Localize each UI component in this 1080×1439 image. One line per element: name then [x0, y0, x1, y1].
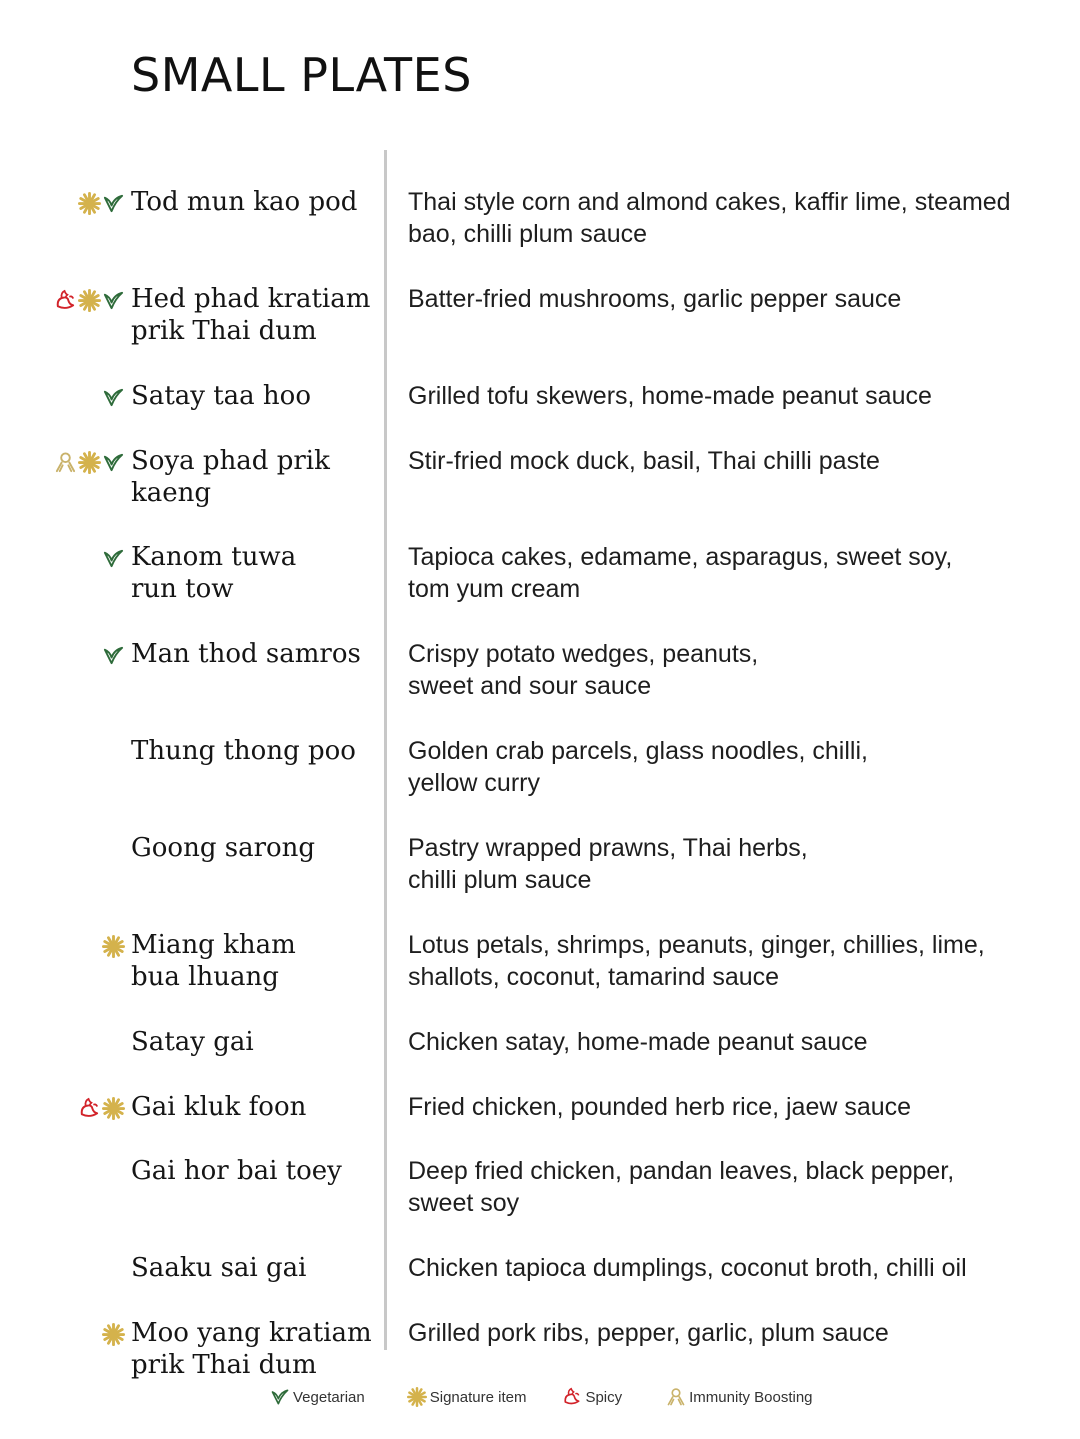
icon-legend [270, 1384, 813, 1410]
menu-item-icons [54, 447, 125, 477]
menu-item-icons [102, 543, 125, 573]
immunity-icon [666, 1387, 686, 1407]
column-divider [384, 150, 387, 1350]
legend-label: Vegetarian [293, 1388, 365, 1406]
menu-item-description: Crispy potato wedges, peanuts, sweet and sour sauce [408, 640, 759, 700]
vegetarian-icon [102, 451, 125, 474]
menu-item-name: Saaku sai gai [131, 1253, 307, 1283]
signature-icon [78, 451, 101, 474]
menu-item-description: Pastry wrapped prawns, Thai herbs, chilli plum sauce [408, 834, 808, 894]
menu-item-name: Gai kluk foon [131, 1092, 307, 1122]
menu-item-name: Moo yang kratiam prik Thai dum [131, 1318, 372, 1380]
legend-item [562, 1387, 622, 1407]
menu-item-name: Satay gai [131, 1027, 254, 1057]
vegetarian-icon [102, 192, 125, 215]
menu-item-description: Batter-fried mushrooms, garlic pepper sauce [408, 285, 902, 313]
signature-icon [78, 289, 101, 312]
vegetarian-icon [102, 386, 125, 409]
menu-item-name: Thung thong poo [131, 736, 356, 766]
signature-icon [78, 192, 101, 215]
legend-item [270, 1387, 365, 1407]
menu-item-description: Thai style corn and almond cakes, kaffir lime, steamed bao, chilli plum sauce [408, 188, 1011, 248]
menu-item-description: Stir-fried mock duck, basil, Thai chilli paste [408, 447, 880, 475]
menu-item-description: Lotus petals, shrimps, peanuts, ginger, chillies, lime, shallots, coconut, tamarind sauce [408, 931, 985, 991]
menu-item-description: Chicken satay, home-made peanut sauce [408, 1028, 868, 1056]
vegetarian-icon [102, 547, 125, 570]
menu-item-description: Fried chicken, pounded herb rice, jaew sauce [408, 1093, 912, 1121]
menu-item-icons [102, 382, 125, 412]
menu-item-name: Tod mun kao pod [131, 187, 358, 217]
menu-item-icons [54, 285, 125, 315]
menu-item-description: Deep fried chicken, pandan leaves, black pepper, sweet soy [408, 1157, 955, 1217]
menu-item-name: Gai hor bai toey [131, 1156, 342, 1186]
menu-item-name: Satay taa hoo [131, 381, 311, 411]
legend-item [407, 1387, 527, 1407]
legend-label: Immunity Boosting [689, 1388, 813, 1406]
menu-item-icons [102, 1319, 125, 1349]
spicy-icon [78, 1097, 101, 1120]
legend-item [666, 1387, 812, 1407]
menu-item-icons [78, 188, 125, 218]
menu-item-description: Chicken tapioca dumplings, coconut broth, chilli oil [408, 1254, 967, 1282]
menu-item-icons [102, 931, 125, 961]
menu-item-name: Man thod samros [131, 639, 361, 669]
vegetarian-icon [102, 289, 125, 312]
menu-item-name: Soya phad prik kaeng [131, 446, 330, 508]
menu-item-name: Goong sarong [131, 833, 316, 863]
menu-item-icons [102, 640, 125, 670]
menu-item-name: Kanom tuwa run tow [131, 542, 297, 604]
signature-icon [102, 1097, 125, 1120]
signature-icon [407, 1387, 427, 1407]
vegetarian-icon [270, 1387, 290, 1407]
spicy-icon [54, 289, 77, 312]
menu-item-description: Golden crab parcels, glass noodles, chilli, yellow curry [408, 737, 868, 797]
page-title: SMALL PLATES [131, 48, 472, 102]
menu-item-description: Grilled pork ribs, pepper, garlic, plum sauce [408, 1319, 889, 1347]
signature-icon [102, 935, 125, 958]
menu-item-icons [78, 1093, 125, 1123]
menu-item-description: Grilled tofu skewers, home-made peanut sauce [408, 382, 932, 410]
menu-item-name: Hed phad kratiam prik Thai dum [131, 284, 371, 346]
legend-label: Signature item [429, 1388, 527, 1406]
menu-item-description: Tapioca cakes, edamame, asparagus, sweet soy, tom yum cream [408, 543, 953, 603]
immunity-icon [54, 451, 77, 474]
vegetarian-icon [102, 644, 125, 667]
legend-label: Spicy [585, 1388, 623, 1406]
spicy-icon [562, 1387, 582, 1407]
signature-icon [102, 1323, 125, 1346]
menu-item-name: Miang kham bua lhuang [131, 930, 296, 992]
